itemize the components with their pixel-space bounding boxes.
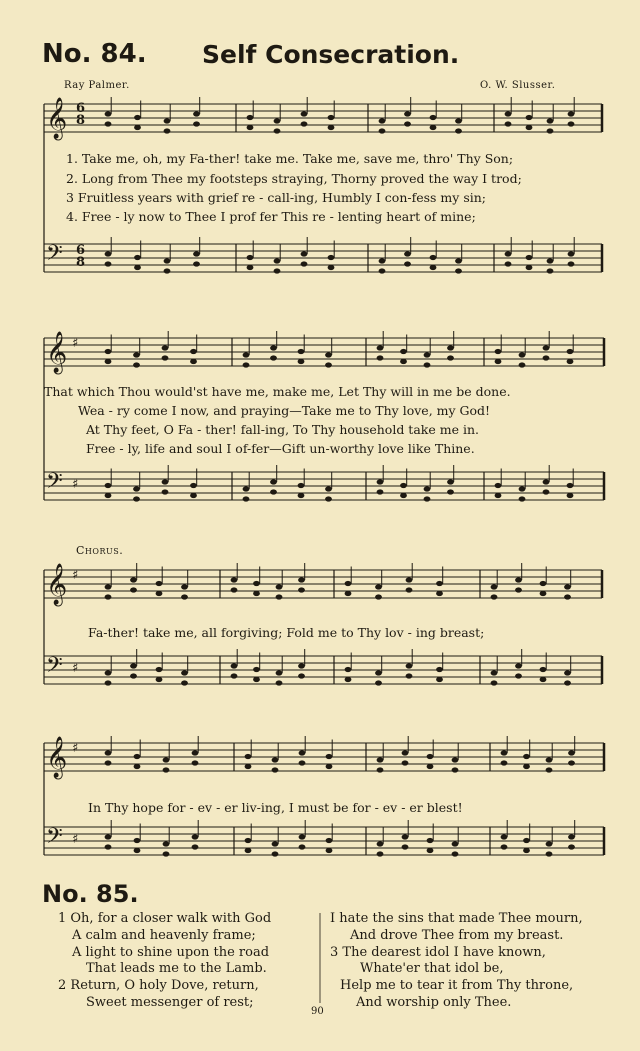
bass-clef: 𝄢	[46, 241, 63, 271]
note-head	[505, 261, 512, 266]
note-head	[400, 493, 407, 498]
note-head	[515, 673, 522, 678]
note-head	[130, 577, 137, 582]
note-head	[568, 844, 575, 849]
note-head	[546, 851, 553, 856]
note-head	[455, 118, 462, 123]
note-head	[133, 352, 140, 357]
key-signature-sharp: ♯	[72, 832, 79, 847]
note-head	[156, 677, 163, 682]
note-head	[105, 750, 112, 755]
note-head	[430, 115, 437, 120]
note-head	[452, 841, 459, 846]
note-head	[162, 355, 169, 360]
note-head	[345, 677, 352, 682]
note-head	[523, 754, 530, 759]
note-head	[164, 128, 171, 133]
note-head	[243, 486, 250, 491]
note-head	[452, 757, 459, 762]
treble-clef: 𝄞	[46, 98, 68, 139]
note-head	[495, 493, 502, 498]
note-head	[519, 352, 526, 357]
note-head	[377, 757, 384, 762]
note-head	[156, 667, 163, 672]
note-head	[134, 754, 141, 759]
note-head	[404, 261, 411, 266]
note-head	[270, 489, 277, 494]
note-head	[156, 591, 163, 596]
hymn-number: No. 84.	[42, 39, 147, 69]
note-head	[447, 345, 454, 350]
note-head	[402, 750, 409, 755]
note-head	[298, 673, 305, 678]
note-head	[270, 355, 277, 360]
note-head	[547, 118, 554, 123]
note-head	[298, 359, 305, 364]
note-head	[193, 251, 200, 256]
note-head	[568, 111, 575, 116]
note-head	[491, 680, 498, 685]
note-head	[447, 355, 454, 360]
note-head	[375, 584, 382, 589]
note-head	[568, 251, 575, 256]
verse-line: 3 Fruitless years with grief re - call-ing, Humbly I con-fess my sin;	[66, 190, 486, 205]
note-head	[192, 750, 199, 755]
note-head	[436, 667, 443, 672]
note-head	[299, 834, 306, 839]
note-head	[546, 841, 553, 846]
note-head	[377, 841, 384, 846]
note-head	[299, 844, 306, 849]
note-head	[568, 121, 575, 126]
note-head	[491, 670, 498, 675]
note-head	[190, 483, 197, 488]
note-head	[568, 834, 575, 839]
note-head	[345, 667, 352, 672]
note-head	[404, 111, 411, 116]
note-head	[276, 670, 283, 675]
verse-line: Free - ly, life and soul I of-fer—Gift un-worthy love like Thine.	[86, 441, 475, 456]
key-signature-sharp: ♯	[72, 741, 79, 756]
note-head	[328, 115, 335, 120]
note-head	[270, 345, 277, 350]
note-head	[568, 750, 575, 755]
note-head	[567, 359, 574, 364]
treble-clef: 𝄞	[46, 332, 68, 373]
note-head	[540, 581, 547, 586]
note-head	[567, 483, 574, 488]
chorus-line: In Thy hope for - ev - er liv-ing, I must be for - ev - er blest!	[88, 800, 463, 815]
verse-line: At Thy feet, O Fa - ther! fall-ing, To Thy household take me in.	[86, 422, 479, 437]
note-head	[455, 258, 462, 263]
note-head	[567, 349, 574, 354]
note-head	[447, 489, 454, 494]
note-head	[253, 591, 260, 596]
note-head	[245, 764, 252, 769]
note-head	[105, 251, 112, 256]
poem-right-column: I hate the sins that made Thee mourn, And drove Thee from my breast. 3 The dearest idol I have known, Whate'er that idol be, Help me to tear it from Thy throne, And worship only Thee.	[330, 911, 583, 1010]
note-head	[134, 848, 141, 853]
note-head	[298, 349, 305, 354]
note-head	[105, 594, 112, 599]
note-head	[134, 764, 141, 769]
note-head	[430, 255, 437, 260]
note-head	[519, 496, 526, 501]
time-signature-bass: 6 8	[76, 243, 86, 270]
note-head	[424, 496, 431, 501]
note-head	[231, 663, 238, 668]
note-head	[402, 844, 409, 849]
note-head	[526, 115, 533, 120]
note-head	[243, 352, 250, 357]
note-head	[253, 667, 260, 672]
note-head	[247, 265, 254, 270]
note-head	[427, 754, 434, 759]
note-head	[298, 587, 305, 592]
note-head	[247, 115, 254, 120]
note-head	[564, 680, 571, 685]
note-head	[105, 483, 112, 488]
note-head	[105, 111, 112, 116]
note-head	[430, 125, 437, 130]
note-head	[164, 118, 171, 123]
note-head	[193, 111, 200, 116]
note-head	[192, 834, 199, 839]
note-head	[491, 584, 498, 589]
note-head	[424, 352, 431, 357]
note-head	[540, 591, 547, 596]
note-head	[193, 261, 200, 266]
key-signature-sharp: ♯	[72, 568, 79, 583]
note-head	[345, 591, 352, 596]
note-head	[523, 838, 530, 843]
chorus-line: Fa-ther! take me, all forgiving; Fold me to Thy lov - ing breast;	[88, 625, 485, 640]
note-head	[406, 587, 413, 592]
note-head	[377, 479, 384, 484]
note-head	[328, 125, 335, 130]
note-head	[547, 258, 554, 263]
time-signature-treble: 6 8	[76, 101, 86, 128]
note-head	[272, 757, 279, 762]
note-head	[564, 584, 571, 589]
note-head	[328, 255, 335, 260]
note-head	[274, 258, 281, 263]
note-head	[406, 663, 413, 668]
note-head	[130, 673, 137, 678]
note-head	[231, 673, 238, 678]
note-head	[326, 764, 333, 769]
note-head	[162, 345, 169, 350]
note-head	[243, 362, 250, 367]
note-head	[274, 118, 281, 123]
chorus-label: Chorus.	[76, 544, 124, 557]
note-head	[526, 255, 533, 260]
note-head	[105, 261, 112, 266]
note-head	[192, 760, 199, 765]
note-head	[501, 834, 508, 839]
note-head	[505, 121, 512, 126]
note-head	[568, 760, 575, 765]
note-head	[495, 483, 502, 488]
note-head	[404, 251, 411, 256]
note-head	[326, 754, 333, 759]
note-head	[455, 268, 462, 273]
page-number: 90	[311, 1006, 324, 1017]
note-head	[298, 493, 305, 498]
note-head	[379, 258, 386, 263]
note-head	[134, 838, 141, 843]
verse-line: 1. Take me, oh, my Fa-ther! take me. Take me, save me, thro' Thy Son;	[66, 151, 514, 166]
note-head	[406, 673, 413, 678]
note-head	[190, 493, 197, 498]
note-head	[162, 489, 169, 494]
note-head	[272, 841, 279, 846]
note-head	[301, 251, 308, 256]
note-head	[491, 594, 498, 599]
note-head	[163, 851, 170, 856]
note-head	[181, 584, 188, 589]
note-head	[325, 352, 332, 357]
note-head	[501, 760, 508, 765]
composer-credit: O. W. Slusser.	[480, 80, 556, 91]
note-head	[568, 261, 575, 266]
note-head	[526, 125, 533, 130]
hymn-number-85: No. 85.	[42, 880, 139, 908]
note-head	[379, 128, 386, 133]
note-head	[231, 587, 238, 592]
verse-line: 2. Long from Thee my footsteps straying, Thorny proved the way I trod;	[66, 171, 522, 186]
note-head	[546, 757, 553, 762]
note-head	[402, 760, 409, 765]
note-head	[130, 663, 137, 668]
note-head	[163, 841, 170, 846]
note-head	[400, 349, 407, 354]
note-head	[427, 838, 434, 843]
note-head	[377, 355, 384, 360]
note-head	[243, 496, 250, 501]
note-head	[325, 486, 332, 491]
note-head	[274, 128, 281, 133]
note-head	[375, 680, 382, 685]
key-signature-sharp: ♯	[72, 336, 79, 351]
note-head	[543, 479, 550, 484]
note-head	[247, 125, 254, 130]
note-head	[515, 577, 522, 582]
note-head	[299, 750, 306, 755]
note-head	[105, 349, 112, 354]
note-head	[276, 680, 283, 685]
note-head	[105, 834, 112, 839]
note-head	[547, 268, 554, 273]
treble-clef: 𝄞	[46, 564, 68, 605]
note-head	[253, 677, 260, 682]
note-head	[193, 121, 200, 126]
note-head	[546, 767, 553, 772]
note-head	[162, 479, 169, 484]
verse-line: 4. Free - ly now to Thee I prof fer This re - lenting heart of mine;	[66, 209, 476, 224]
note-head	[452, 767, 459, 772]
note-head	[301, 261, 308, 266]
note-head	[501, 750, 508, 755]
note-head	[377, 345, 384, 350]
note-head	[301, 121, 308, 126]
note-head	[436, 591, 443, 596]
note-head	[326, 838, 333, 843]
note-head	[105, 584, 112, 589]
note-head	[400, 483, 407, 488]
key-signature-sharp: ♯	[72, 661, 79, 676]
note-head	[276, 584, 283, 589]
note-head	[105, 680, 112, 685]
note-head	[523, 848, 530, 853]
verse-line: That which Thou would'st have me, make me, Let Thy will in me be done.	[44, 384, 511, 399]
note-head	[526, 265, 533, 270]
note-head	[543, 489, 550, 494]
note-head	[181, 594, 188, 599]
note-head	[447, 479, 454, 484]
hymn-title: Self Consecration.	[202, 40, 460, 69]
note-head	[134, 115, 141, 120]
note-head	[181, 670, 188, 675]
bass-clef: 𝄢	[46, 824, 63, 854]
note-head	[105, 760, 112, 765]
note-head	[298, 577, 305, 582]
note-head	[427, 764, 434, 769]
note-head	[164, 268, 171, 273]
note-head	[133, 486, 140, 491]
note-head	[298, 483, 305, 488]
note-head	[133, 496, 140, 501]
note-head	[540, 677, 547, 682]
note-head	[375, 594, 382, 599]
note-head	[519, 362, 526, 367]
note-head	[245, 754, 252, 759]
note-head	[540, 667, 547, 672]
note-head	[105, 359, 112, 364]
note-head	[406, 577, 413, 582]
note-head	[105, 121, 112, 126]
note-head	[270, 479, 277, 484]
note-head	[299, 760, 306, 765]
note-head	[181, 680, 188, 685]
note-head	[272, 851, 279, 856]
author-credit: Ray Palmer.	[64, 80, 130, 91]
note-head	[298, 663, 305, 668]
note-head	[301, 111, 308, 116]
note-head	[377, 767, 384, 772]
note-head	[505, 111, 512, 116]
note-head	[379, 268, 386, 273]
note-head	[253, 581, 260, 586]
note-head	[543, 355, 550, 360]
note-head	[515, 587, 522, 592]
poem-left-column: 1 Oh, for a closer walk with God A calm and heavenly frame; A light to shine upon the road That leads me to the Lamb. 2 Return, O holy Dove, return, Sweet messenger of rest;	[58, 911, 272, 1010]
note-head	[245, 838, 252, 843]
note-head	[272, 767, 279, 772]
note-head	[325, 362, 332, 367]
note-head	[164, 258, 171, 263]
note-head	[495, 359, 502, 364]
note-head	[245, 848, 252, 853]
note-head	[564, 670, 571, 675]
note-head	[190, 359, 197, 364]
note-head	[547, 128, 554, 133]
note-head	[326, 848, 333, 853]
note-head	[328, 265, 335, 270]
key-signature-sharp: ♯	[72, 477, 79, 492]
note-head	[134, 265, 141, 270]
bass-clef: 𝄢	[46, 653, 63, 683]
note-head	[427, 848, 434, 853]
note-head	[379, 118, 386, 123]
note-head	[105, 844, 112, 849]
note-head	[325, 496, 332, 501]
note-head	[377, 489, 384, 494]
note-head	[134, 255, 141, 260]
note-head	[105, 670, 112, 675]
note-head	[452, 851, 459, 856]
note-head	[105, 493, 112, 498]
note-head	[130, 587, 137, 592]
note-head	[501, 844, 508, 849]
bass-clef: 𝄢	[46, 469, 63, 499]
note-head	[163, 767, 170, 772]
note-head	[404, 121, 411, 126]
note-head	[523, 764, 530, 769]
note-head	[430, 265, 437, 270]
note-head	[247, 255, 254, 260]
note-head	[564, 594, 571, 599]
note-head	[190, 349, 197, 354]
note-head	[133, 362, 140, 367]
note-head	[377, 851, 384, 856]
note-head	[424, 362, 431, 367]
note-head	[436, 677, 443, 682]
note-head	[543, 345, 550, 350]
note-head	[345, 581, 352, 586]
note-head	[495, 349, 502, 354]
note-head	[455, 128, 462, 133]
note-head	[505, 251, 512, 256]
note-head	[231, 577, 238, 582]
note-head	[192, 844, 199, 849]
note-head	[163, 757, 170, 762]
note-head	[424, 486, 431, 491]
note-head	[156, 581, 163, 586]
note-head	[402, 834, 409, 839]
note-head	[567, 493, 574, 498]
note-head	[134, 125, 141, 130]
note-head	[515, 663, 522, 668]
note-head	[436, 581, 443, 586]
note-head	[400, 359, 407, 364]
treble-clef: 𝄞	[46, 737, 68, 778]
note-head	[519, 486, 526, 491]
verse-line: Wea - ry come I now, and praying—Take me to Thy love, my God!	[78, 403, 491, 418]
note-head	[276, 594, 283, 599]
note-head	[274, 268, 281, 273]
note-head	[375, 670, 382, 675]
